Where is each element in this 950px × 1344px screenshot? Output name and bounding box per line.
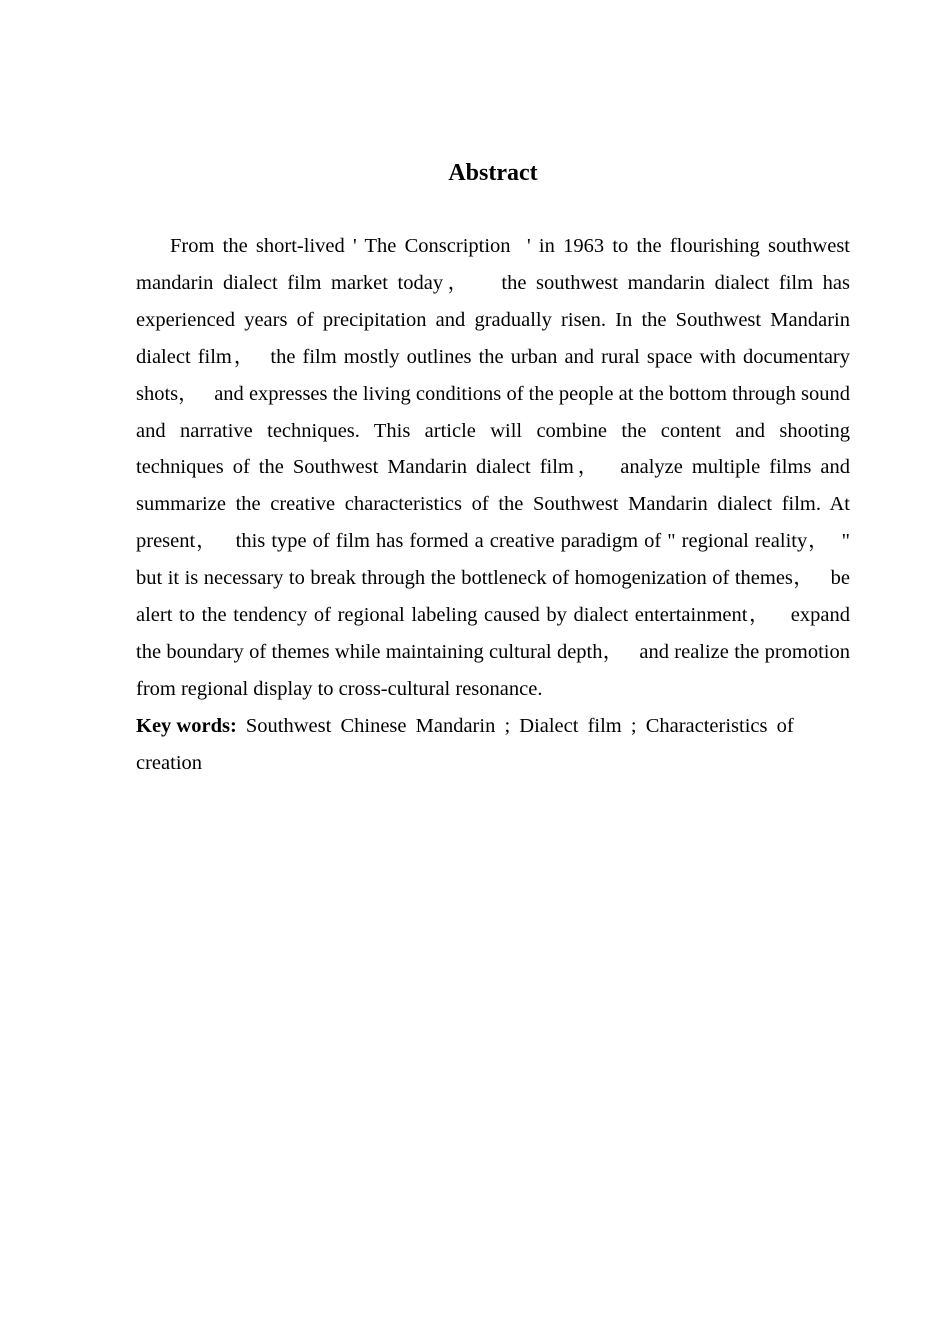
abstract-body [136,228,856,782]
keywords-label: Key words: [136,714,237,737]
keywords-value: Southwest Chinese Mandarin ; Dialect film ; Characteristics of creation [136,714,794,774]
abstract-paragraph: From the short-lived ' The Conscription ' in 1963 to the flourishing southwest mandarin dialect film market today， the southwest mandarin dialect film has experienced years of precipitation and gradually risen. In the Southwest Mandarin dialect film， the film mostly outlines the urban and rural space with documentary shots， and expresses the living conditions of the people at the bottom through sound and narrative techniques. This article will combine the content and shooting techniques of the Southwest Mandarin dialect film， analyze multiple films and summarize the creative characteristics of the Southwest Mandarin dialect film. At present， this type of film has formed a creative paradigm of " regional reality， " but it is necessary to break through the bottleneck of homogenization of themes， be alert to the tendency of regional labeling caused by dialect entertainment， expand the boundary of themes while maintaining cultural depth， and realize the promotion from regional display to cross-cultural resonance. [136,235,856,700]
abstract-title: Abstract [448,160,538,186]
keywords-line [136,708,830,782]
